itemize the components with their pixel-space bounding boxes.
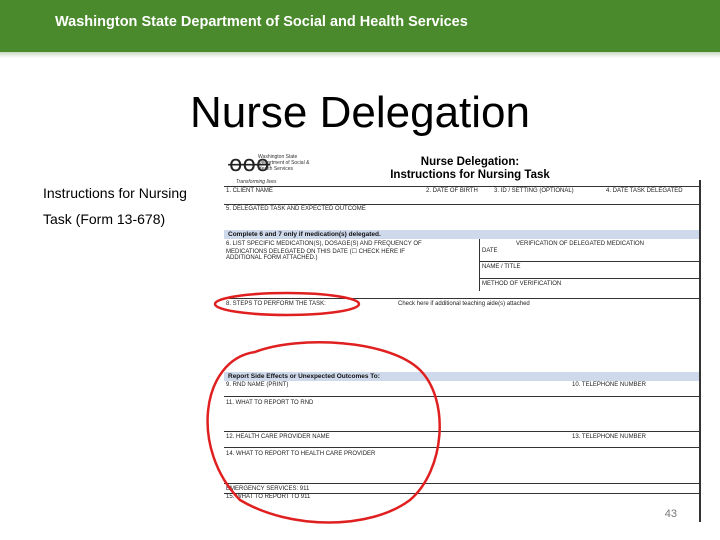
header-bar (0, 0, 720, 52)
form-title-line-2: Instructions for Nursing Task (390, 169, 550, 181)
field-report-rnd: 11. WHAT TO REPORT TO RND (226, 400, 314, 406)
rule-name-title (479, 278, 700, 279)
header-divider (0, 52, 720, 58)
field-telephone-2: 13. TELEPHONE NUMBER (572, 434, 646, 440)
rule-row-8 (224, 298, 700, 299)
subtitle-line-1: Instructions for Nursing (43, 185, 187, 201)
rule-row-2 (224, 204, 700, 205)
org-name: Washington State Department of Social and Health Services (55, 14, 468, 30)
field-rnd-name: 9. RND NAME (PRINT) (226, 382, 289, 388)
form-image (220, 150, 704, 522)
rule-row-14 (224, 447, 700, 448)
field-provider-name: 12. HEALTH CARE PROVIDER NAME (226, 434, 330, 440)
logo-tagline: Transforming lives (236, 179, 277, 185)
field-medication-line-3: ADDITIONAL FORM ATTACHED.) (226, 255, 318, 261)
form-title (390, 156, 550, 182)
field-delegated-task: 5. DELEGATED TASK AND EXPECTED OUTCOME (226, 206, 366, 212)
slide-subtitle (43, 180, 218, 232)
field-report-provider: 14. WHAT TO REPORT TO HEALTH CARE PROVIDER (226, 451, 376, 457)
field-teaching-aide: Check here if additional teaching aide(s) attached (398, 301, 530, 307)
subtitle-line-2: Task (Form 13-678) (43, 211, 166, 227)
logo-text: Washington State Department of Social & Health Services (258, 154, 310, 172)
field-client-name: 1. CLIENT NAME (226, 188, 273, 194)
rule-row-1 (224, 186, 700, 187)
rule-row-12 (224, 431, 700, 432)
medication-divider (479, 239, 480, 291)
medication-band: Complete 6 and 7 only if medication(s) delegated. (224, 230, 700, 239)
slide-title: Nurse Delegation (190, 88, 530, 137)
field-dob: 2. DATE OF BIRTH (426, 188, 478, 194)
family-logo-icon: ꝋꝋꝋ (228, 152, 269, 177)
dshs-logo (228, 152, 348, 186)
rule-date (479, 261, 700, 262)
rule-row-9 (224, 396, 700, 397)
field-telephone-1: 10. TELEPHONE NUMBER (572, 382, 646, 388)
field-date: DATE (482, 248, 498, 254)
field-id-setting: 3. ID / SETTING (OPTIONAL) (494, 188, 574, 194)
form-title-line-1: Nurse Delegation: (420, 156, 520, 168)
rule-emergency (224, 483, 700, 484)
form-right-edge (699, 180, 701, 522)
page-number: 43 (664, 508, 677, 520)
field-verification: VERIFICATION OF DELEGATED MEDICATION (516, 241, 645, 247)
field-method: METHOD OF VERIFICATION (482, 281, 562, 287)
field-date-delegated: 4. DATE TASK DELEGATED (606, 188, 683, 194)
report-band: Report Side Effects or Unexpected Outcomes To: (224, 372, 700, 381)
field-emergency: EMERGENCY SERVICES: 911 (226, 486, 310, 492)
field-steps: 8. STEPS TO PERFORM THE TASK: (226, 301, 326, 307)
field-report-911: 15. WHAT TO REPORT TO 911 (226, 494, 311, 500)
field-name-title: NAME / TITLE (482, 264, 521, 270)
field-medication-line-2: MEDICATIONS DELEGATED ON THIS DATE (☐ CHECK HERE IF (226, 249, 405, 255)
field-medication-line-1: 6. LIST SPECIFIC MEDICATION(S), DOSAGE(S) AND FREQUENCY OF (226, 241, 422, 247)
